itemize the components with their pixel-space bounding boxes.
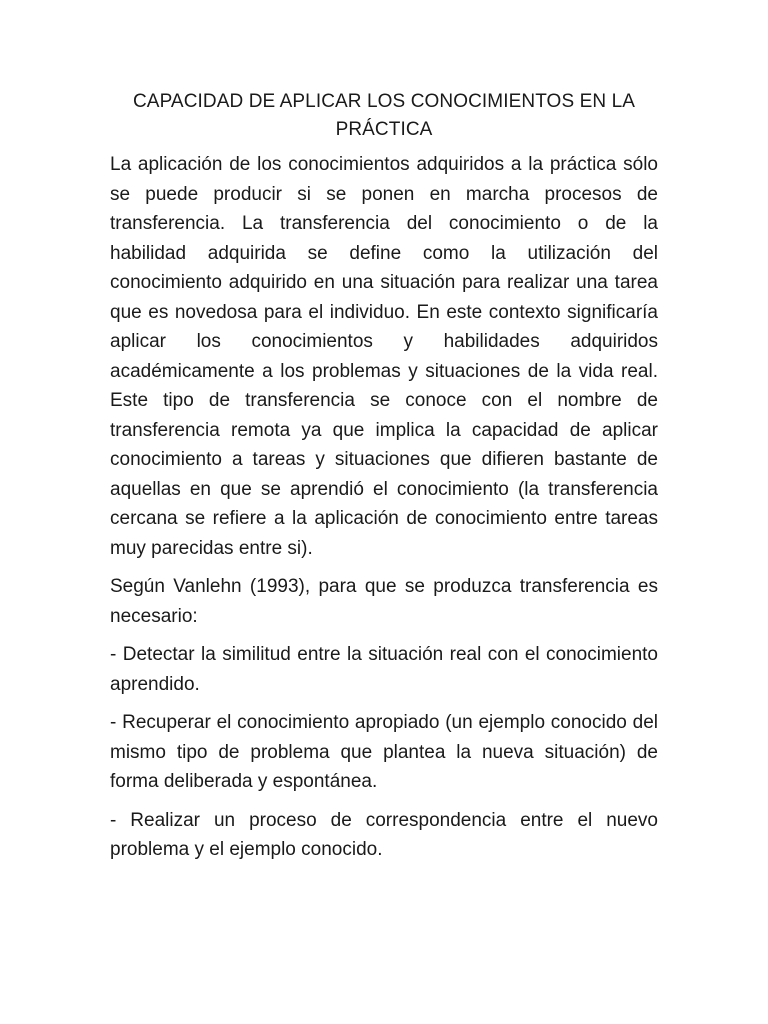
- paragraph-intro: La aplicación de los conocimientos adquiridos a la práctica sólo se puede producir si se ponen en marcha procesos de transferencia. La transferencia del conocimiento o de la habilidad adquirida se define como la utilización del conocimiento adquirido en una situación para realizar una tarea que es novedosa para el individuo. En este contexto significaría aplicar los conocimientos y habilidades adquiridos académicamente a los problemas y situaciones de la vida real. Este tipo de transferencia se conoce con el nombre de transferencia remota ya que implica la capacidad de aplicar conocimiento a tareas y situaciones que difieren bastante de aquellas en que se aprendió el conocimiento (la transferencia cercana se refiere a la aplicación de conocimiento entre tareas muy parecidas entre si).: [110, 154, 658, 559]
- list-item-detectar: - Detectar la similitud entre la situación real con el conocimiento aprendido.: [110, 644, 658, 695]
- list-item-recuperar: - Recuperar el conocimiento apropiado (un ejemplo conocido del mismo tipo de problema que plantea la nueva situación) de forma deliberada y espontánea.: [110, 712, 658, 792]
- document-page: [110, 88, 658, 874]
- title-line-1: CAPACIDAD DE APLICAR LOS CONOCIMIENTOS EN LA: [132, 91, 636, 112]
- paragraph-vanlehn: Según Vanlehn (1993), para que se produzca transferencia es necesario:: [110, 576, 658, 627]
- document-title: [110, 88, 658, 144]
- list-item-realizar: - Realizar un proceso de correspondencia entre el nuevo problema y el ejemplo conocido.: [110, 809, 658, 860]
- title-line-2: PRÁCTICA: [335, 119, 433, 140]
